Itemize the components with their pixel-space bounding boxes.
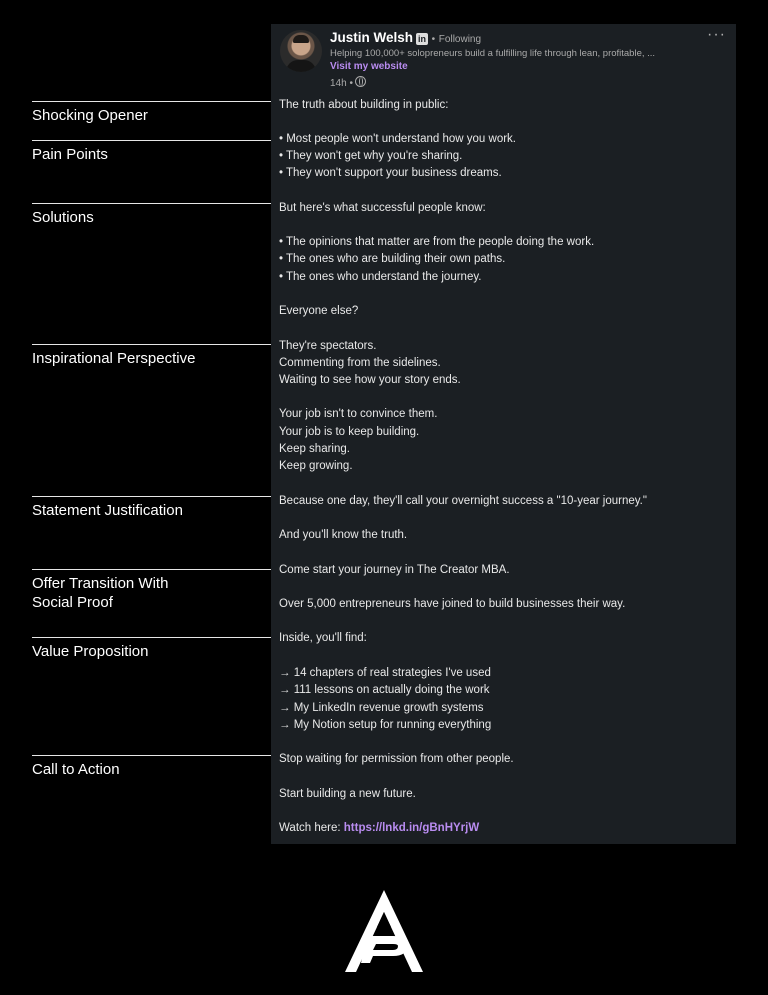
post-line: Keep growing. bbox=[279, 460, 353, 472]
section-offer-transition bbox=[32, 569, 272, 612]
section-label: Statement Justification bbox=[32, 502, 183, 519]
more-options-icon[interactable]: ··· bbox=[707, 26, 726, 43]
divider bbox=[32, 140, 272, 141]
linkedin-post bbox=[271, 24, 736, 844]
post-line: The truth about building in public: bbox=[279, 99, 449, 111]
author-headline: Helping 100,000+ solopreneurs build a fulfilling life through lean, profitable, ... bbox=[330, 48, 656, 59]
visit-website-link[interactable]: Visit my website bbox=[330, 61, 408, 72]
watch-link[interactable]: https://lnkd.in/gBnHYrjW bbox=[343, 822, 480, 834]
post-line: Because one day, they'll call your overnight success a "10-year journey." bbox=[279, 495, 647, 507]
author-line bbox=[330, 30, 481, 45]
section-label: Pain Points bbox=[32, 146, 108, 163]
post-line: Waiting to see how your story ends. bbox=[279, 374, 461, 386]
divider bbox=[32, 344, 272, 345]
timestamp: 14h • bbox=[330, 78, 353, 89]
divider bbox=[32, 569, 272, 570]
section-value-proposition bbox=[32, 637, 272, 661]
post-line: • The opinions that matter are from the people doing the work. bbox=[279, 236, 595, 248]
post-time bbox=[330, 76, 366, 89]
post-line: • They won't get why you're sharing. bbox=[279, 150, 463, 162]
section-call-to-action bbox=[32, 755, 272, 779]
post-line: Commenting from the sidelines. bbox=[279, 357, 441, 369]
post-line: Your job isn't to convince them. bbox=[279, 408, 438, 420]
post-line: Over 5,000 entrepreneurs have joined to build businesses their way. bbox=[279, 598, 626, 610]
separator: • bbox=[431, 34, 436, 45]
post-line: → My LinkedIn revenue growth systems bbox=[279, 702, 484, 714]
post-line: → My Notion setup for running everything bbox=[279, 719, 492, 731]
divider bbox=[32, 496, 272, 497]
post-line: But here's what successful people know: bbox=[279, 202, 486, 214]
watch-line bbox=[279, 822, 479, 834]
globe-icon bbox=[355, 76, 366, 87]
post-line: → 14 chapters of real strategies I've used bbox=[279, 667, 491, 679]
post-line: • The ones who are building their own paths. bbox=[279, 253, 506, 265]
section-shocking-opener bbox=[32, 101, 272, 125]
post-line: → 111 lessons on actually doing the work bbox=[279, 684, 490, 696]
post-line: • They won't support your business dreams. bbox=[279, 167, 502, 179]
post-line: Stop waiting for permission from other people. bbox=[279, 753, 514, 765]
linkedin-icon: in bbox=[418, 34, 427, 44]
post-line: Start building a new future. bbox=[279, 788, 416, 800]
author-name[interactable]: Justin Welsh bbox=[330, 30, 414, 45]
post-line: • The ones who understand the journey. bbox=[279, 271, 482, 283]
section-label: Offer Transition With Social Proof bbox=[32, 575, 169, 611]
section-statement-justification bbox=[32, 496, 272, 520]
divider bbox=[32, 101, 272, 102]
section-label: Shocking Opener bbox=[32, 107, 148, 124]
section-label: Value Proposition bbox=[32, 643, 149, 660]
post-line: • Most people won't understand how you work. bbox=[279, 133, 516, 145]
brand-logo-icon bbox=[343, 888, 425, 974]
watch-prefix: Watch here: bbox=[279, 822, 344, 834]
avatar[interactable] bbox=[280, 30, 322, 72]
post-line: Inside, you'll find: bbox=[279, 632, 367, 644]
post-line: And you'll know the truth. bbox=[279, 529, 408, 541]
post-line: Keep sharing. bbox=[279, 443, 350, 455]
section-pain-points bbox=[32, 140, 272, 164]
divider bbox=[32, 637, 272, 638]
section-label: Solutions bbox=[32, 209, 94, 226]
post-line: Come start your journey in The Creator MBA. bbox=[279, 564, 510, 576]
section-label: Inspirational Perspective bbox=[32, 350, 196, 367]
divider bbox=[32, 755, 272, 756]
section-label: Call to Action bbox=[32, 761, 120, 778]
post-line: Your job is to keep building. bbox=[279, 426, 420, 438]
post-line: They're spectators. bbox=[279, 340, 377, 352]
following-status[interactable]: Following bbox=[438, 34, 482, 45]
section-solutions bbox=[32, 203, 272, 227]
section-inspirational-perspective bbox=[32, 344, 272, 368]
divider bbox=[32, 203, 272, 204]
post-line: Everyone else? bbox=[279, 305, 359, 317]
